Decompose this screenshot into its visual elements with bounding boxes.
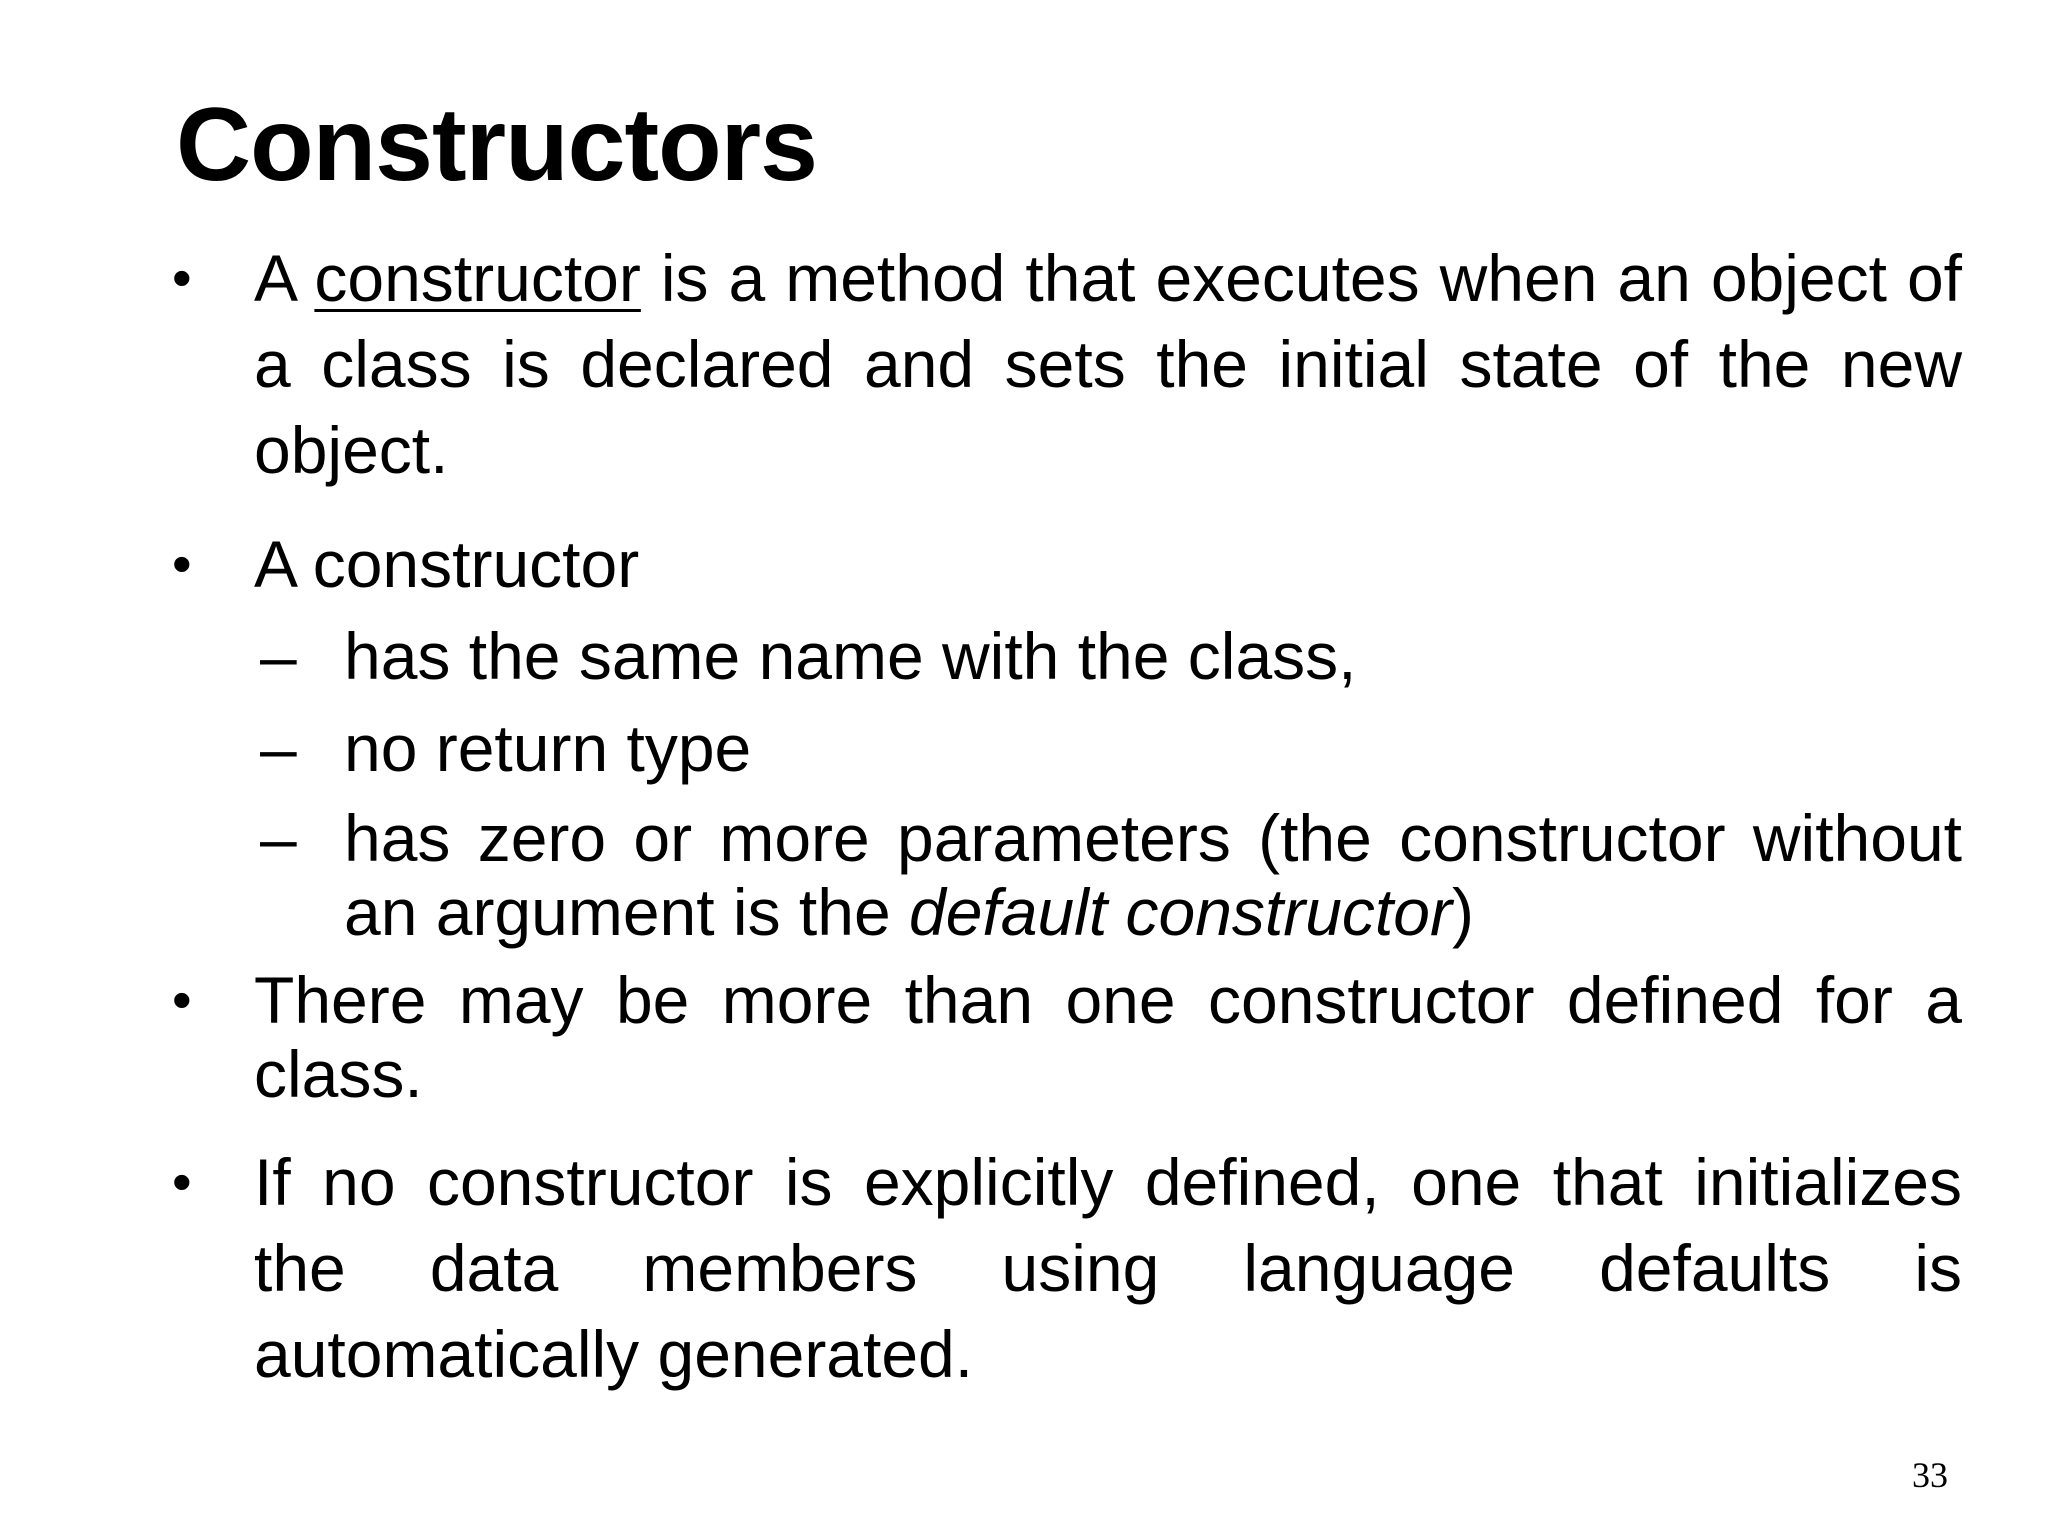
sub-item <box>254 801 1962 949</box>
bullet-text: If no constructor is explicitly defined, one that initializes the data members using language defaults is automatically generated. <box>254 1145 1962 1391</box>
bullet-icon: • <box>172 1150 192 1213</box>
bullet-text: There may be more than one constructor defined for a class. <box>254 963 1962 1111</box>
dash-icon: – <box>260 619 297 693</box>
dash-icon: – <box>260 801 297 875</box>
sub-item-text: no return type <box>344 711 752 785</box>
bullet-list <box>172 235 1962 1407</box>
bullet-text-prefix: A <box>254 241 315 315</box>
page-number: 33 <box>1912 1455 1948 1495</box>
bullet-item <box>172 521 1962 949</box>
sub-item-text: has the same name with the class, <box>344 619 1357 693</box>
bullet-item <box>172 963 1962 1111</box>
sub-list <box>254 617 1962 949</box>
slide-title: Constructors <box>176 87 817 203</box>
bullet-icon: • <box>172 532 192 595</box>
italic-term: default constructor <box>909 875 1452 949</box>
bullet-text: A constructor <box>254 527 640 601</box>
bullet-icon: • <box>172 968 192 1031</box>
underlined-term: constructor <box>314 241 641 315</box>
sub-item <box>254 617 1962 695</box>
dash-icon: – <box>260 711 297 785</box>
sub-item-text-suffix: ) <box>1451 875 1474 949</box>
bullet-item <box>172 1139 1962 1397</box>
bullet-icon: • <box>172 246 192 309</box>
bullet-item <box>172 235 1962 493</box>
sub-item <box>254 709 1962 787</box>
sub-item-text-prefix: has zero or more parameters (the constructor without an argument is the <box>344 801 1962 949</box>
bullet-text-rest: is a method that executes when an object of a class is declared and sets the initial state of the new object. <box>254 241 1962 487</box>
